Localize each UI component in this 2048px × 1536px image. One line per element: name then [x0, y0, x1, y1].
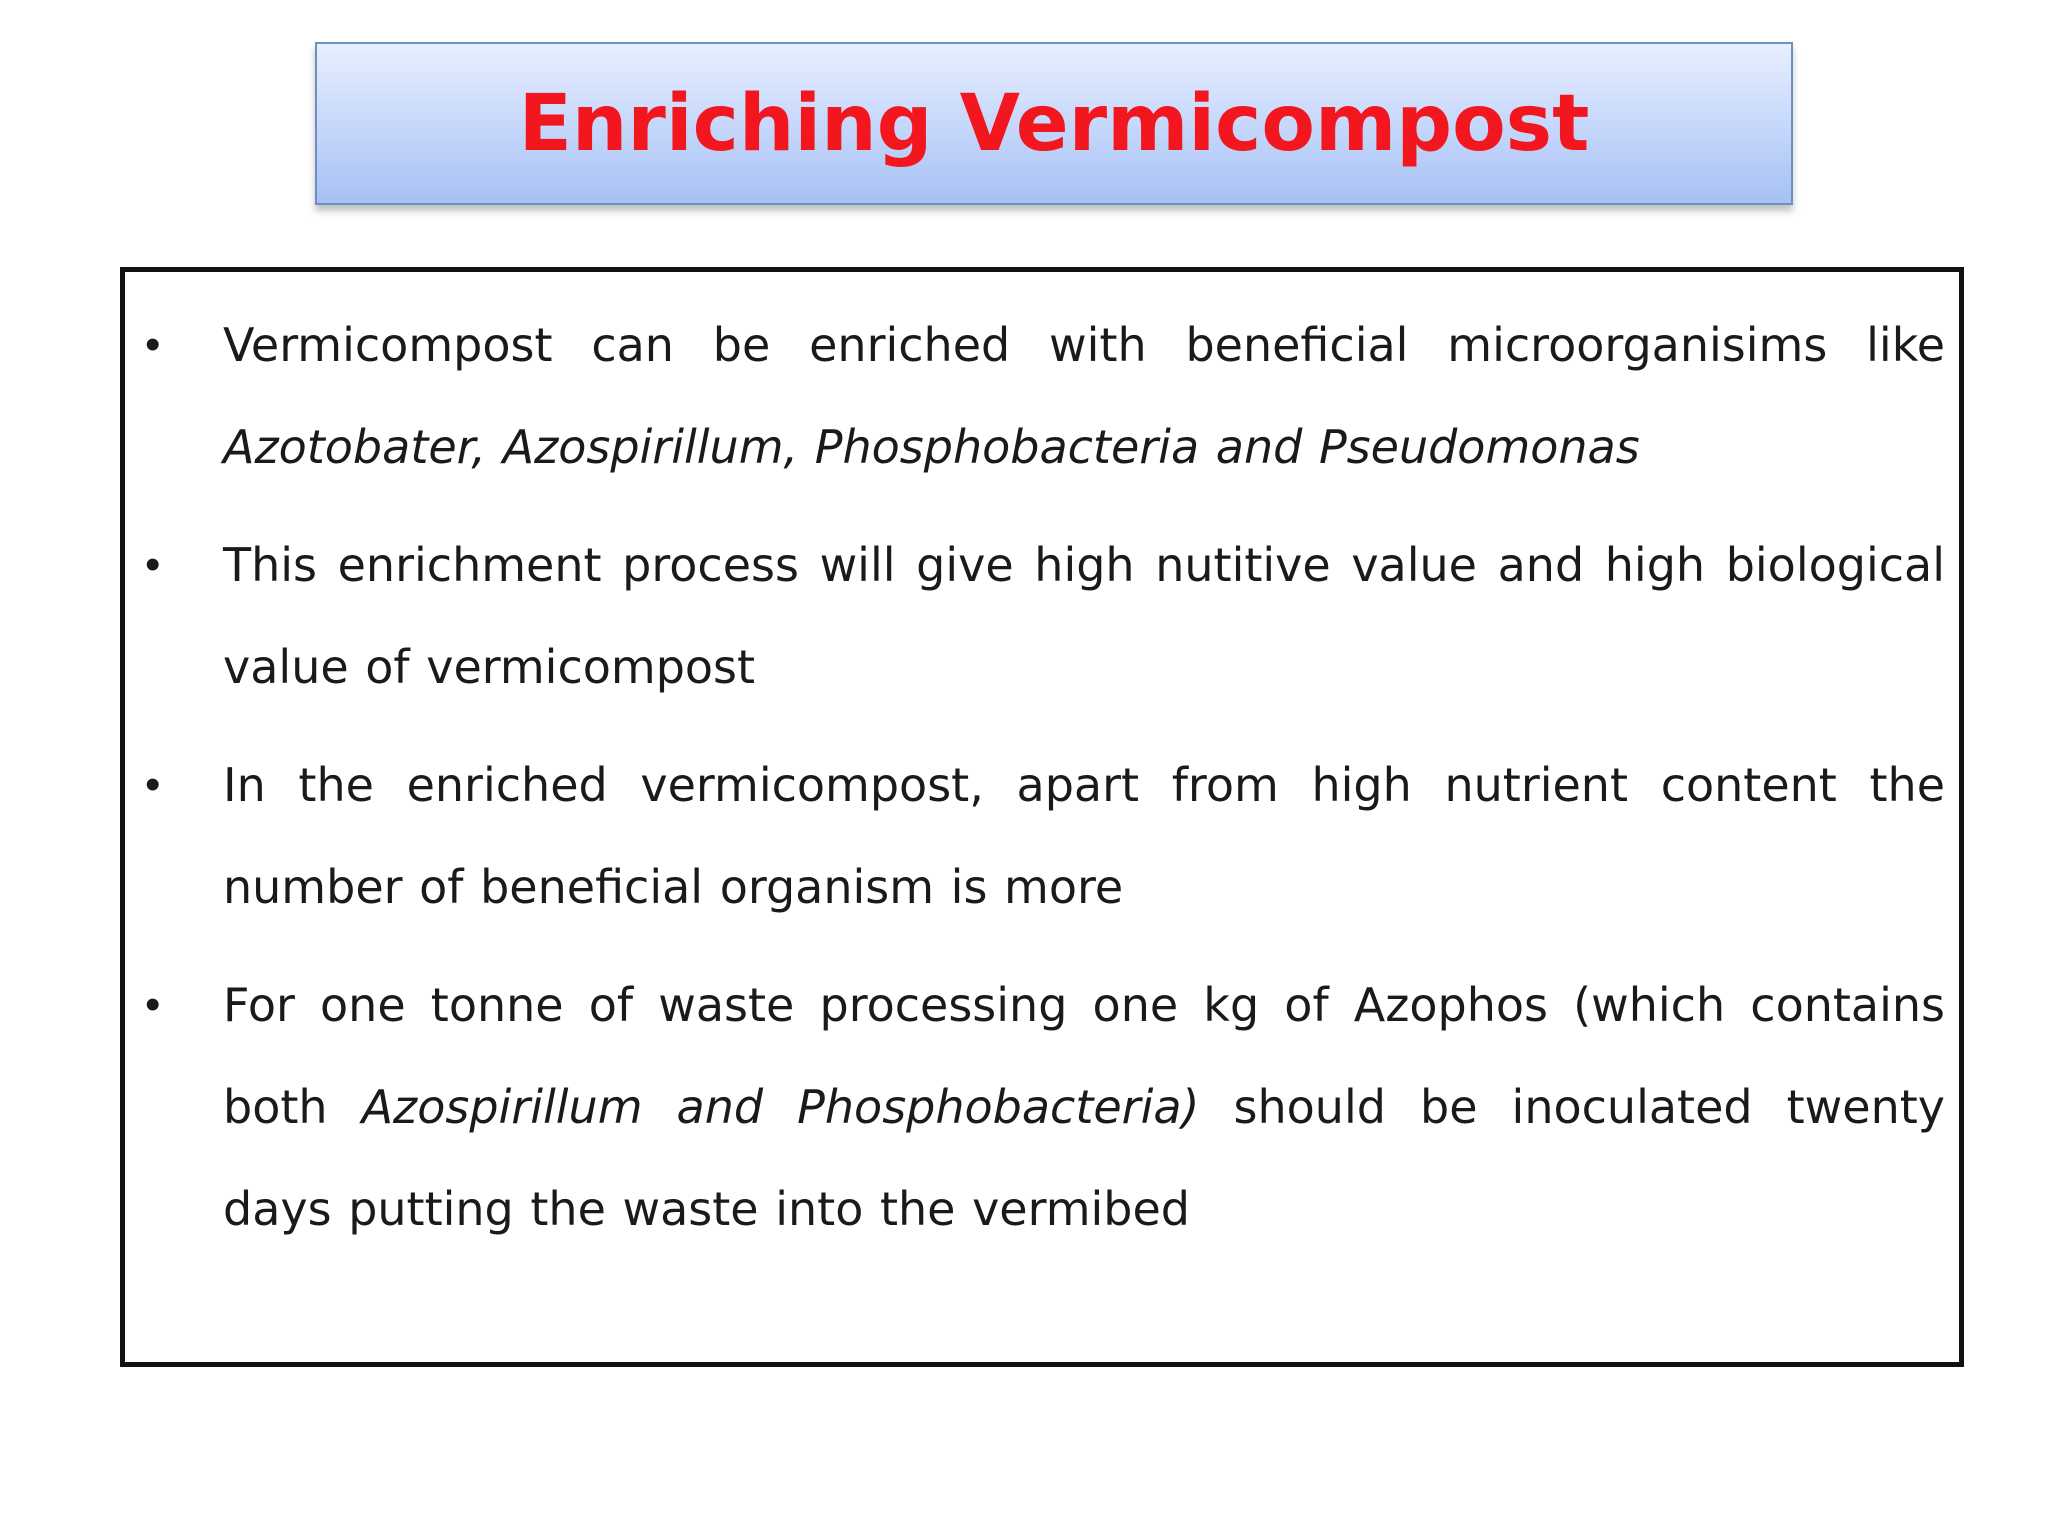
bullet-text-segment-italic: Azospirillum and Phosphobacteria) — [361, 1080, 1200, 1134]
bullet-text-segment: This enrichment process will give high nutitive value and high biological value of vermicompost — [223, 538, 1945, 694]
content-box — [120, 267, 1964, 1367]
title-banner — [315, 42, 1793, 205]
slide-title: Enriching Vermicompost — [518, 78, 1590, 169]
bullet-icon: • — [145, 320, 161, 369]
bullet-text — [223, 514, 1945, 718]
bullet-text-segment: Vermicompost can be enriched with beneficial microorganisims like — [223, 318, 1945, 372]
bullet-text-segment: For one tonne of waste processing one kg of Azophos (which contains both — [223, 978, 1945, 1134]
bullet-text — [223, 294, 1945, 498]
bullet-text — [223, 734, 1945, 938]
bullet-icon: • — [145, 760, 161, 809]
bullet-icon: • — [145, 540, 161, 589]
bullet-text-segment: should be inoculated twenty days putting the waste into the vermibed — [223, 1080, 1945, 1236]
bullet-text-segment-italic: Azotobater, Azospirillum, Phosphobacteria and Pseudomonas — [223, 420, 1640, 474]
bullet-text — [223, 954, 1945, 1260]
bullet-icon: • — [145, 980, 161, 1029]
bullet-text-segment: In the enriched vermicompost, apart from high nutrient content the number of beneficial organism is more — [223, 758, 1945, 914]
